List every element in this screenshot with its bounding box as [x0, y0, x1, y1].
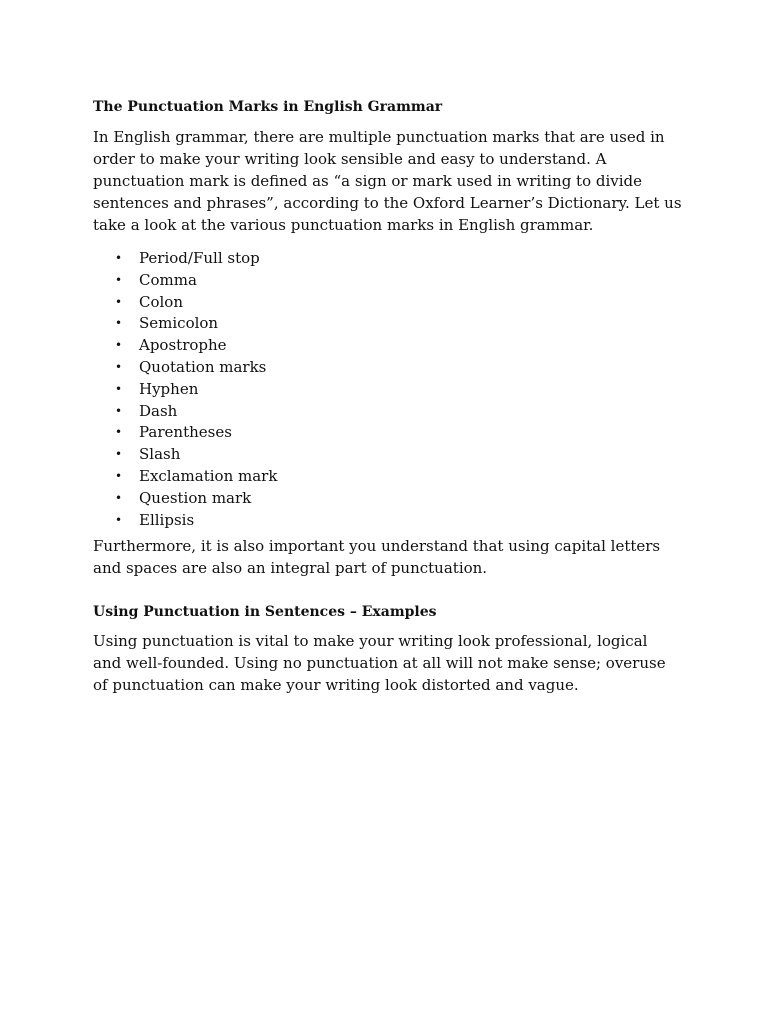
bullet-icon: •	[115, 316, 123, 331]
bullet-icon: •	[115, 490, 123, 505]
list-item	[93, 313, 693, 335]
list-item	[93, 335, 693, 357]
document-page	[93, 97, 693, 696]
bullet-icon: •	[115, 403, 123, 418]
list-item	[93, 292, 693, 314]
list-item	[93, 401, 693, 423]
examples-line: of punctuation can make your writing look distorted and vague.	[93, 676, 579, 695]
list-item	[93, 379, 693, 401]
bullet-icon: •	[115, 425, 123, 440]
intro-line: In English grammar, there are multiple punctuation marks that are used in	[93, 128, 665, 146]
list-item-label: Exclamation mark	[139, 466, 278, 485]
list-item	[93, 422, 693, 444]
list-item-label: Apostrophe	[139, 336, 227, 355]
bullet-icon: •	[115, 338, 123, 353]
bullet-icon: •	[115, 294, 123, 309]
bullet-icon: •	[115, 468, 123, 483]
intro-line: order to make your writing look sensible and easy to understand. A	[93, 150, 607, 168]
examples-paragraph	[93, 630, 693, 696]
list-item	[93, 466, 693, 488]
followup-line: and spaces are also an integral part of punctuation.	[93, 559, 488, 578]
examples-line: and well-founded. Using no punctuation at all will not make sense; overuse	[93, 654, 666, 673]
list-item-label: Slash	[139, 445, 181, 464]
list-item-label: Ellipsis	[139, 510, 195, 529]
list-item	[93, 248, 693, 270]
list-item-label: Quotation marks	[139, 357, 267, 376]
followup-paragraph	[93, 535, 693, 579]
list-item	[93, 510, 693, 532]
list-item-label: Semicolon	[139, 314, 219, 333]
list-item	[93, 357, 693, 379]
bullet-icon: •	[115, 447, 123, 462]
bullet-icon: •	[115, 272, 123, 287]
list-item-label: Hyphen	[139, 379, 199, 398]
list-item	[93, 270, 693, 292]
intro-paragraph	[93, 126, 693, 236]
list-item-label: Colon	[139, 292, 183, 311]
bullet-icon: •	[115, 251, 123, 265]
intro-line: punctuation mark is defined as “a sign or mark used in writing to divide	[93, 172, 643, 190]
list-item-label: Period/Full stop	[139, 249, 260, 267]
list-item-label: Parentheses	[139, 423, 232, 442]
intro-line: take a look at the various punctuation marks in English grammar.	[93, 216, 594, 234]
list-item-label: Dash	[139, 401, 178, 420]
intro-line: sentences and phrases”, according to the Oxford Learner’s Dictionary. Let us	[93, 194, 682, 212]
list-item-label: Comma	[139, 270, 197, 289]
list-item	[93, 488, 693, 510]
punctuation-marks-list	[93, 248, 693, 531]
bullet-icon: •	[115, 381, 123, 396]
bullet-icon: •	[115, 512, 123, 527]
list-item-label: Question mark	[139, 488, 252, 507]
examples-line: Using punctuation is vital to make your writing look professional, logical	[93, 632, 648, 651]
bullet-icon: •	[115, 359, 123, 374]
section-heading-punctuation-marks: The Punctuation Marks in English Grammar	[93, 99, 443, 115]
section-heading-examples: Using Punctuation in Sentences – Examples	[93, 604, 437, 621]
followup-line: Furthermore, it is also important you understand that using capital letters	[93, 537, 661, 556]
list-item	[93, 444, 693, 466]
